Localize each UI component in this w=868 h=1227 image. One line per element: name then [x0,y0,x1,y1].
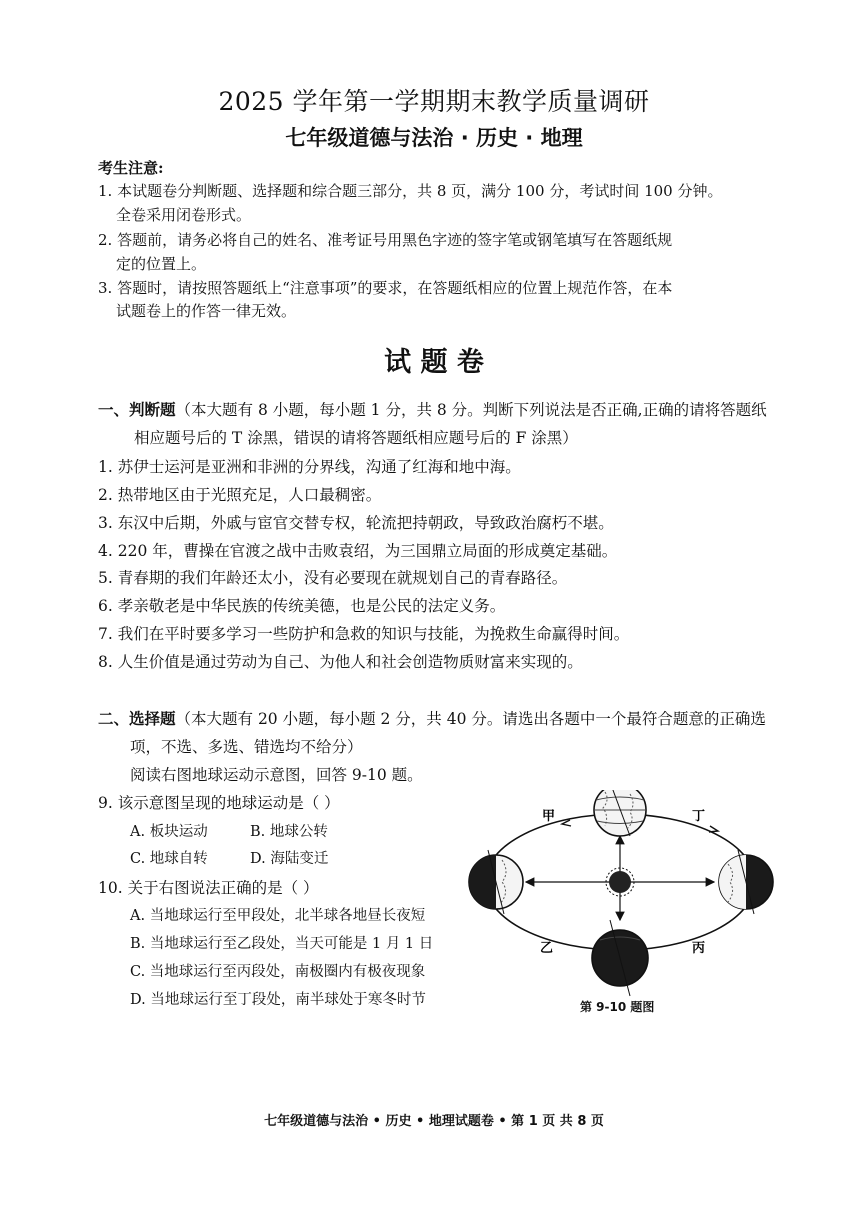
judge-item-7: 7. 我们在平时要多学习一些防护和急救的知识与技能，为挽救生命赢得时间。 [98,625,630,643]
q10-option-a: A. 当地球运行至甲段处，北半球各地昼长夜短 [130,908,426,924]
page-footer: 七年级道德与法治 • 历史 • 地理试题卷 • 第 1 页 共 8 页 [264,1114,604,1129]
section1-desc-line-1: （本大题有 8 小题，每小题 1 分，共 8 分。判断下列说法是否正确,正确的请将答题纸 [175,401,767,419]
notice-item-2-line-2: 定的位置上。 [116,255,207,273]
earth-left-icon [469,850,523,914]
judge-item-8: 8. 人生价值是通过劳动为自己、为他人和社会创造物质财富来实现的。 [98,653,583,671]
section2-header [98,707,766,729]
q10-option-d: D. 当地球运行至丁段处，南半球处于寒冬时节 [130,992,426,1008]
label-bing: 丙 [692,941,706,956]
section1-desc-line-2: 相应题号后的 T 涂黑，错误的请将答题纸相应题号后的 F 涂黑） [134,429,578,447]
notice-item-1-line-2: 全卷采用闭卷形式。 [116,206,252,224]
q10-option-c: C. 当地球运行至丙段处，南极圈内有极夜现象 [130,964,426,980]
label-ding: 丁 [692,809,706,824]
section2-desc-line-1: （本大题有 20 小题，每小题 2 分，共 40 分。请选出各题中一个最符合题意的正确选 [175,710,766,728]
exam-subtitle: 七年级道德与法治 · 历史 · 地理 [285,126,583,150]
q9-option-b: B. 地球公转 [250,824,328,840]
sun-icon [606,868,634,896]
notice-item-1-line-1: 1. 本试题卷分判断题、选择题和综合题三部分，共 8 页，满分 100 分，考试时间 100 分钟。 [98,182,723,200]
notice-item-3-line-2: 试题卷上的作答一律无效。 [116,302,297,320]
q10-option-b: B. 当地球运行至乙段处，当天可能是 1 月 1 日 [130,936,434,952]
earth-top-icon [594,790,646,836]
section1-label: 一、判断题 [98,401,176,419]
judge-item-3: 3. 东汉中后期，外戚与宦官交替专权，轮流把持朝政，导致政治腐朽不堪。 [98,514,614,532]
judge-item-5: 5. 青春期的我们年龄还太小，没有必要现在就规划自己的青春路径。 [98,569,568,587]
notice-heading: 考生注意: [98,159,164,177]
judge-item-4: 4. 220 年，曹操在官渡之战中击败袁绍，为三国鼎立局面的形成奠定基础。 [98,542,618,560]
reading-intro: 阅读右图地球运动示意图，回答 9-10 题。 [130,766,423,784]
exam-title: 2025 学年第一学期期末教学质量调研 [218,87,650,116]
section2-desc-line-2: 项，不选、多选、错选均不给分） [130,738,363,756]
judge-item-6: 6. 孝亲敬老是中华民族的传统美德，也是公民的法定义务。 [98,597,506,615]
figure-caption: 第 9-10 题图 [580,1000,655,1014]
label-jia: 甲 [542,809,556,824]
judge-item-2: 2. 热带地区由于光照充足，人口最稠密。 [98,486,382,504]
label-yi: 乙 [540,941,554,956]
earth-bottom-icon [592,920,648,996]
q9-option-d: D. 海陆变迁 [250,851,329,867]
section2-label: 二、选择题 [98,710,176,728]
section1-header [98,398,767,420]
q9-option-c: C. 地球自转 [130,851,208,867]
q9-option-a: A. 板块运动 [130,824,208,840]
notice-item-2-line-1: 2. 答题前，请务必将自己的姓名、准考证号用黑色字迹的签字笔或钢笔填写在答题纸规 [98,231,673,249]
earth-right-icon [719,850,773,914]
paper-title: 试 题 卷 [384,347,484,378]
q10-stem: 10. 关于右图说法正确的是（ ） [98,879,319,897]
notice-item-3-line-1: 3. 答题时，请按照答题纸上“注意事项”的要求，在答题纸相应的位置上规范作答，在本 [98,279,673,297]
earth-orbit-diagram [460,790,790,1025]
judge-item-1: 1. 苏伊士运河是亚洲和非洲的分界线，沟通了红海和地中海。 [98,458,521,476]
orbit-direction-arrow [562,820,571,826]
q9-stem: 9. 该示意图呈现的地球运动是（ ） [98,794,340,812]
